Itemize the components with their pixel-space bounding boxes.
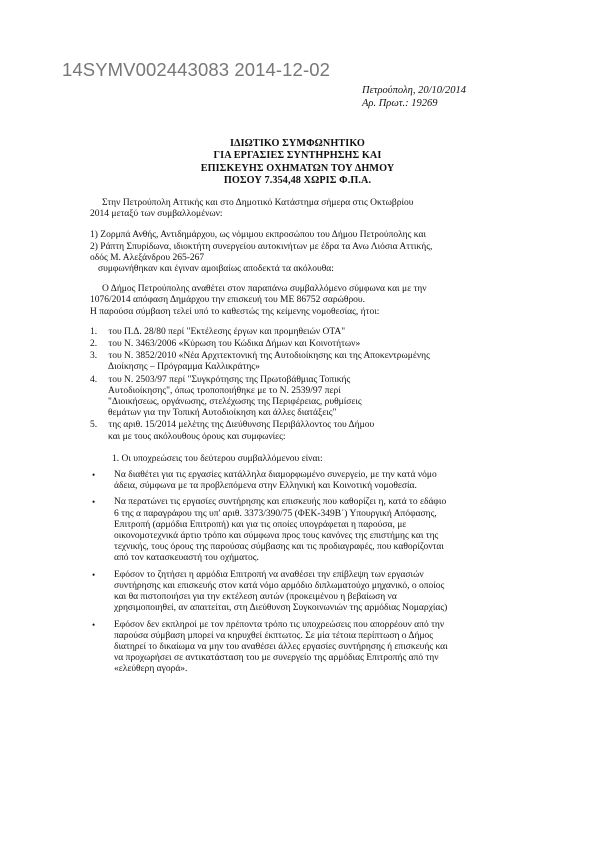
legislation-list [90,327,515,443]
obligation-line: Επιτροπή (αρμόδια Επιτροπή) και για τις οποίες υπογράφεται η παρούσα, με [114,519,407,530]
legislation-item-line [90,420,515,431]
legislation-item-line: "Διοικήσεως, οργάνωσης, στελέχωσης της Περιφέρειας, ρυθμίσεις [108,397,362,408]
agreement-line: συμφωνήθηκαν και έγιναν αμοιβαίως αποδεκτά τα ακόλουθα: [98,264,334,275]
legislation-item-line: και με τους ακόλουθους όρους και συμφωνίες: [108,431,286,442]
place-date: Πετρούπολη, 20/10/2014 [362,85,466,96]
legislation-item-line: θεμάτων για την Τοπική Αυτοδιοίκηση και άλλες διατάξεις" [108,408,337,419]
legislation-item [90,327,515,338]
legislation-item [90,420,515,442]
obligation-line: οικονομοτεχνικά άρτιο τρόπο και σύμφωνα προς τους κανόνες της επιστήμης και της [114,531,439,542]
obligation-item [90,570,515,615]
obligation-line: συντήρησης και επισκευής στον κατά νόμο αρμόδιο διπλωματούχο μηχανικό, ο οποίος [114,580,445,591]
title-line: ΕΠΙΣΚΕΥΗΣ ΟΧΗΜΑΤΩΝ ΤΟΥ ΔΗΜΟΥ [200,162,395,174]
title-line: ΠΟΣΟΥ 7.354,48 ΧΩΡΙΣ Φ.Π.Α. [223,174,372,186]
obligations-list [90,470,515,675]
legislation-item-number: 1. [90,326,98,337]
obligation-item [90,470,515,492]
protocol-number: Αρ. Πρωτ.: 19269 [362,97,438,109]
title-line: ΓΙΑ ΕΡΓΑΣΙΕΣ ΣΥΝΤΗΡΗΣΗΣ ΚΑΙ [213,150,382,162]
intro-line: Στην Πετρούπολη Αττικής και στο Δημοτικό Κατάστημα σήμερα στις Οκτωβρίου [102,198,414,208]
obligation-line: Να περατώνει τις εργασίες συντήρησης και επισκευής που καθορίζει η, κατά το εδάφιο [114,497,447,508]
obligation-line: «ελεύθερη αγορά». [114,664,188,675]
legislation-item-line: Αυτοδιοίκησης", όπως τροποποιήθηκε με το Ν. 2539/97 περί [108,385,341,396]
legislation-item [90,351,515,373]
obligations-heading: 1. Οι υποχρεώσεις του δεύτερου συμβαλλόμενου είναι: [112,453,323,464]
document-meta [362,85,466,110]
intro-line: 2014 μεταξύ των συμβαλλομένων: [90,209,223,220]
legislation-item-number: 4. [90,374,98,385]
legislation-item-number: 3. [90,351,98,362]
legislation-item-line [90,327,515,338]
obligation-line: Εφόσον το ζητήσει η αρμόδια Επιτροπή να αναθέσει την επίβλεψη των εργασιών [114,569,424,580]
obligation-line: και θα πιστοποιήσει για την εκτέλεση αυτών (προκειμένου η βεβαίωση να [114,592,397,603]
bullet-icon: • [92,470,96,481]
party-line: 2) Ράπτη Σπυρίδωνα, ιδιοκτήτη συνεργείου αυτοκινήτων με έδρα τα Ανω Λιόσια Αττικής, [90,241,433,252]
document-stamp-id: 14SYMV002443083 2014-12-02 [62,59,330,80]
assign-line: 1076/2014 απόφαση Δημάρχου την επισκευή του ΜΕ 86752 σαρώθρου. [90,295,366,306]
bullet-icon: • [92,497,96,508]
obligation-line: Εφόσον δεν εκπληροί με τον πρέποντα τρόπο τις υποχρεώσεις που απορρέουν από την [114,619,445,630]
party-line: οδός Μ. Αλεξάνδρου 265-267 [90,252,205,263]
legislation-item-number: 2. [90,339,98,350]
bullet-icon: • [92,619,96,630]
legislation-item [90,339,515,350]
obligation-line: τεχνικής, τους όρους της παρούσας σύμβασης και τις προδιαγραφές, που καθορίζονται [114,542,444,553]
legislation-item-text: του Ν. 2503/97 περί "Συγκρότησης της Πρωτοβάθμιας Τοπικής [106,374,351,385]
legislation-item [90,375,515,420]
title-line: ΙΔΙΩΤΙΚΟ ΣΥΜΦΩΝΗΤΙΚΟ [230,138,365,149]
party-line: 1) Ζορμπά Ανθής, Αντιδημάρχου, ως νόμιμου εκπροσώπου του Δήμου Πετρούπολης και [90,230,427,241]
assign-line: Ο Δήμος Πετρούπολης αναθέτει στον παραπάνω συμβαλλόμενο σύμφωνα και με την [102,284,427,295]
obligation-line: να προχωρήσει σε αντικατάσταση του με συνεργείο της αρμόδιας Επιτροπής από την [114,653,439,664]
obligation-line: άδεια, σύμφωνα με τα προβλεπόμενα στην Ελληνική και Κοινοτική νομοθεσία. [114,481,417,492]
obligation-line: διατηρεί το δικαίωμα να μην του αναθέσει άλλες εργασίες συντήρησης ή επισκευής και [114,641,448,652]
legislation-item-text: του Ν. 3852/2010 «Νέα Αρχιτεκτονική της Αυτοδιοίκησης και της Αποκεντρωμένης [106,351,430,362]
bullet-icon: • [92,569,96,580]
legislation-item-text: της αριθ. 15/2014 μελέτης της Διεύθυνσης Περιβάλλοντος του Δήμου [106,420,375,431]
document-title [0,138,595,187]
obligation-line: 6 της α παραγράφου της υπ' αριθ. 3373/390/75 (ΦΕΚ-349Β΄) Υπουργική Απόφασης, [114,508,437,519]
obligation-item [90,497,515,564]
obligation-line: από τον κατασκευαστή του οχήματος. [114,553,259,564]
assign-line: Η παρούσα σύμβαση τελεί υπό το καθεστώς της κείμενης νομοθεσίας, ήτοι: [90,306,380,317]
obligation-item [90,620,515,676]
legislation-item-line [90,351,515,362]
legislation-item-text: του Π.Δ. 28/80 περί "Εκτέλεσης έργων και προμηθειών ΟΤΑ" [106,326,346,337]
legislation-item-number: 5. [90,420,98,431]
obligation-line: Να διαθέτει για τις εργασίες κατάλληλα διαμορφωμένο συνεργείο, με την κατά νόμο [114,470,437,481]
obligation-line: χρησιμοποιηθεί, αν απαιτείται, στη Διεύθυνση Συγκοινωνιών της αρμόδιας Νομαρχίας) [114,603,448,614]
obligation-line: παρούσα σύμβαση μπορεί να κηρυχθεί έκπτωτος. Σε μία τέτοια περίπτωση ο Δήμος [114,630,434,641]
legislation-item-text: του Ν. 3463/2006 «Κύρωση του Κώδικα Δήμων και Κοινοτήτων» [106,339,361,350]
legislation-item-line [90,339,515,350]
legislation-item-line: Διοίκησης – Πρόγραμμα Καλλικράτης» [108,362,260,373]
legislation-item-line [90,375,515,386]
document-body [90,198,515,681]
